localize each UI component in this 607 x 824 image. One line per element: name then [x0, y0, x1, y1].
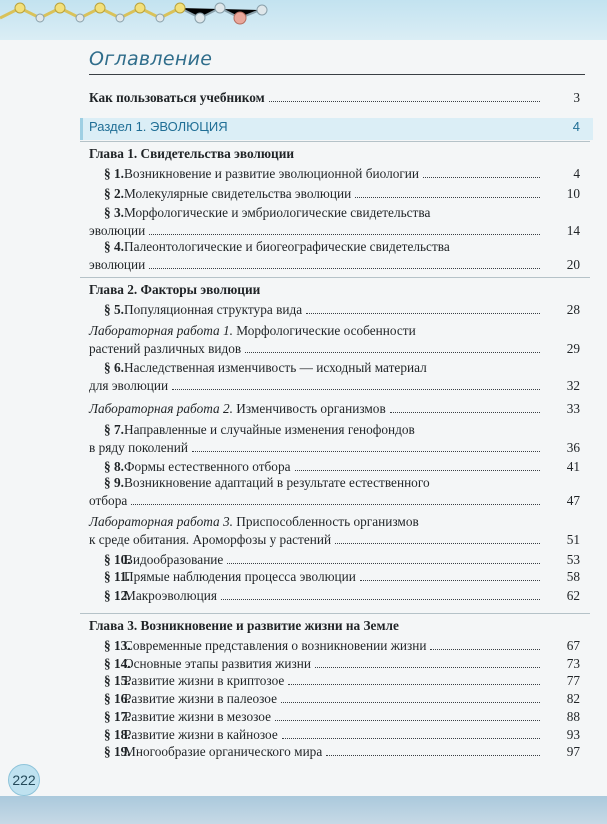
toc-entry-line2: [89, 378, 544, 394]
page-number: 93: [566, 727, 580, 742]
dot-leader: [355, 196, 540, 198]
page-number: 62: [566, 588, 580, 603]
page-number: 51: [566, 532, 580, 547]
toc-entry-text: Макроэволюция: [124, 588, 217, 603]
dot-leader: [192, 450, 540, 452]
toc-entry-line2-text: для эволюции: [89, 378, 169, 393]
toc-entry-line2: [89, 493, 544, 509]
toc-entry: [124, 691, 544, 707]
lab-entry-line1: [89, 323, 416, 339]
paragraph-number: § 3.: [104, 205, 124, 220]
toc-entry: [124, 709, 544, 725]
page-number: 29: [566, 341, 580, 356]
page-number: 10: [566, 186, 580, 201]
page-number: 32: [566, 378, 580, 393]
dot-leader: [390, 411, 540, 413]
paragraph-number: § 1.: [104, 166, 124, 181]
dot-leader: [221, 598, 540, 600]
page-number: 47: [566, 493, 580, 508]
dot-leader: [288, 683, 540, 685]
toc-entry-text: Формы естественного отбора: [124, 459, 291, 474]
toc-entry-text: Многообразие органического мира: [124, 744, 323, 759]
toc-entry-line2-text: эволюции: [89, 257, 146, 272]
lab-entry-line1: [89, 514, 419, 530]
toc-entry-text: Прямые наблюдения процесса эволюции: [124, 569, 356, 584]
toc-entry: [124, 302, 544, 318]
toc-entry: [124, 673, 544, 689]
page-number: 53: [566, 552, 580, 567]
lab-entry-line2: [89, 532, 544, 548]
toc-entry-text: Развитие жизни в кайнозое: [124, 727, 278, 742]
toc-entry-text: Развитие жизни в палеозое: [124, 691, 278, 706]
toc-entry-line1: Направленные и случайные изменения генофондов: [124, 422, 415, 437]
toc-entry: [124, 459, 544, 475]
paragraph-number: § 18.: [104, 727, 131, 742]
toc-entry-text: Основные этапы развития жизни: [124, 656, 311, 671]
chapter-separator: [80, 141, 590, 142]
toc-entry-line2: [89, 223, 544, 239]
toc-entry-line2: [89, 440, 544, 456]
chapter-title: Глава 3. Возникновение и развитие жизни на Земле: [89, 618, 399, 633]
dot-leader: [149, 267, 540, 269]
lab-title: Морфологические особенности: [236, 323, 416, 338]
lab-title: Приспособленность организмов: [236, 514, 419, 529]
dot-leader: [360, 579, 540, 581]
paragraph-number: § 15.: [104, 673, 131, 688]
paragraph-number: § 17.: [104, 709, 131, 724]
page-number: 97: [566, 744, 580, 759]
toc-entry-text: Развитие жизни в мезозое: [124, 709, 271, 724]
paragraph-number: § 8.: [104, 459, 124, 474]
toc-entry-text: Современные представления о возникновении жизни: [124, 638, 427, 653]
toc-entry-line2-text: в ряду поколений: [89, 440, 189, 455]
page-number: 77: [566, 673, 580, 688]
dot-leader: [282, 737, 540, 739]
dot-leader: [315, 666, 540, 668]
page-number: 20: [566, 257, 580, 272]
toc-entry-text: Видообразование: [124, 552, 224, 567]
toc-entry-line2: [89, 257, 544, 273]
page-number: 4: [572, 119, 580, 134]
page-number-badge: 222: [8, 764, 40, 796]
lab-label: Лабораторная работа 2.: [89, 401, 233, 416]
paragraph-number: § 4.: [104, 239, 124, 254]
lab-label: Лабораторная работа 1.: [89, 323, 237, 338]
page-title: Оглавление: [89, 48, 213, 70]
dot-leader: [227, 562, 540, 564]
toc-entry: [124, 656, 544, 672]
toc-entry: [124, 727, 544, 743]
paragraph-number: § 13.: [104, 638, 131, 653]
dot-leader: [335, 542, 540, 544]
toc-entry-line1: Морфологические и эмбриологические свидетельства: [124, 205, 431, 220]
chapter-title: Глава 1. Свидетельства эволюции: [89, 146, 295, 161]
paragraph-number: § 16.: [104, 691, 131, 706]
toc-entry-text: Развитие жизни в криптозое: [124, 673, 285, 688]
page-number: 82: [566, 691, 580, 706]
paragraph-number: § 2.: [104, 186, 124, 201]
dot-leader: [295, 469, 541, 471]
page-number: 33: [566, 401, 580, 416]
toc-entry: [124, 569, 544, 585]
paragraph-number: § 12.: [104, 588, 131, 603]
page-number: 3: [573, 90, 580, 105]
page-number: 14: [566, 223, 580, 238]
footer-strip: [0, 796, 607, 824]
page-number: 58: [566, 569, 580, 584]
dot-leader: [131, 503, 540, 505]
paragraph-number: § 9.: [104, 475, 124, 490]
dot-leader: [172, 388, 540, 390]
toc-entry: [124, 186, 544, 202]
chapter-title: Глава 2. Факторы эволюции: [89, 282, 261, 297]
lab-label: Лабораторная работа 3.: [89, 514, 237, 529]
page-number: 67: [566, 638, 580, 653]
dot-leader: [326, 754, 540, 756]
paragraph-number: § 11.: [104, 569, 130, 584]
lab-title: Изменчивость организмов: [232, 401, 386, 416]
page-number: 28: [566, 302, 580, 317]
chapter-separator: [80, 613, 590, 614]
paragraph-number: § 14.: [104, 656, 131, 671]
paragraph-number: § 5.: [104, 302, 124, 317]
toc-entry-text: Молекулярные свидетельства эволюции: [124, 186, 352, 201]
dot-leader: [275, 719, 540, 721]
toc-entry-line2-text: эволюции: [89, 223, 146, 238]
paragraph-number: § 6.: [104, 360, 124, 375]
paragraph-number: § 19.: [104, 744, 131, 759]
dot-leader: [281, 701, 540, 703]
page-number: 36: [566, 440, 580, 455]
toc-entry: [124, 588, 544, 604]
dot-leader: [430, 648, 540, 650]
dot-leader: [149, 233, 540, 235]
toc-entry: [124, 552, 544, 568]
toc-entry-text: Возникновение и развитие эволюционной биологии: [124, 166, 420, 181]
dot-leader: [245, 351, 540, 353]
dot-leader: [269, 100, 540, 102]
paragraph-number: § 10.: [104, 552, 131, 567]
toc-entry-text: Популяционная структура вида: [124, 302, 303, 317]
page-number: 73: [566, 656, 580, 671]
lab-entry: [89, 401, 544, 417]
toc-entry-line1: Наследственная изменчивость — исходный материал: [124, 360, 427, 375]
toc-entry: [124, 638, 544, 654]
toc-entry-line1: Возникновение адаптаций в результате естественного: [124, 475, 430, 490]
toc-entry-intro-text: Как пользоваться учебником: [89, 90, 265, 105]
paragraph-number: § 7.: [104, 422, 124, 437]
toc-entry: [124, 744, 544, 760]
lab-entry-line2: [89, 341, 544, 357]
page-number: 41: [566, 459, 580, 474]
toc-entry-intro: [89, 90, 544, 106]
section-title: Раздел 1. ЭВОЛЮЦИЯ: [89, 119, 228, 134]
dot-leader: [306, 312, 540, 314]
toc-entry-line1: Палеонтологические и биогеографические свидетельства: [124, 239, 450, 254]
page-number: 88: [566, 709, 580, 724]
lab-entry-line2-text: к среде обитания. Ароморфозы у растений: [89, 532, 332, 547]
lab-entry-line2-text: растений различных видов: [89, 341, 242, 356]
chapter-separator: [80, 277, 590, 278]
page-number: 4: [573, 166, 580, 181]
toc-entry: [124, 166, 544, 182]
toc-entry-line2-text: отбора: [89, 493, 128, 508]
dot-leader: [423, 176, 540, 178]
